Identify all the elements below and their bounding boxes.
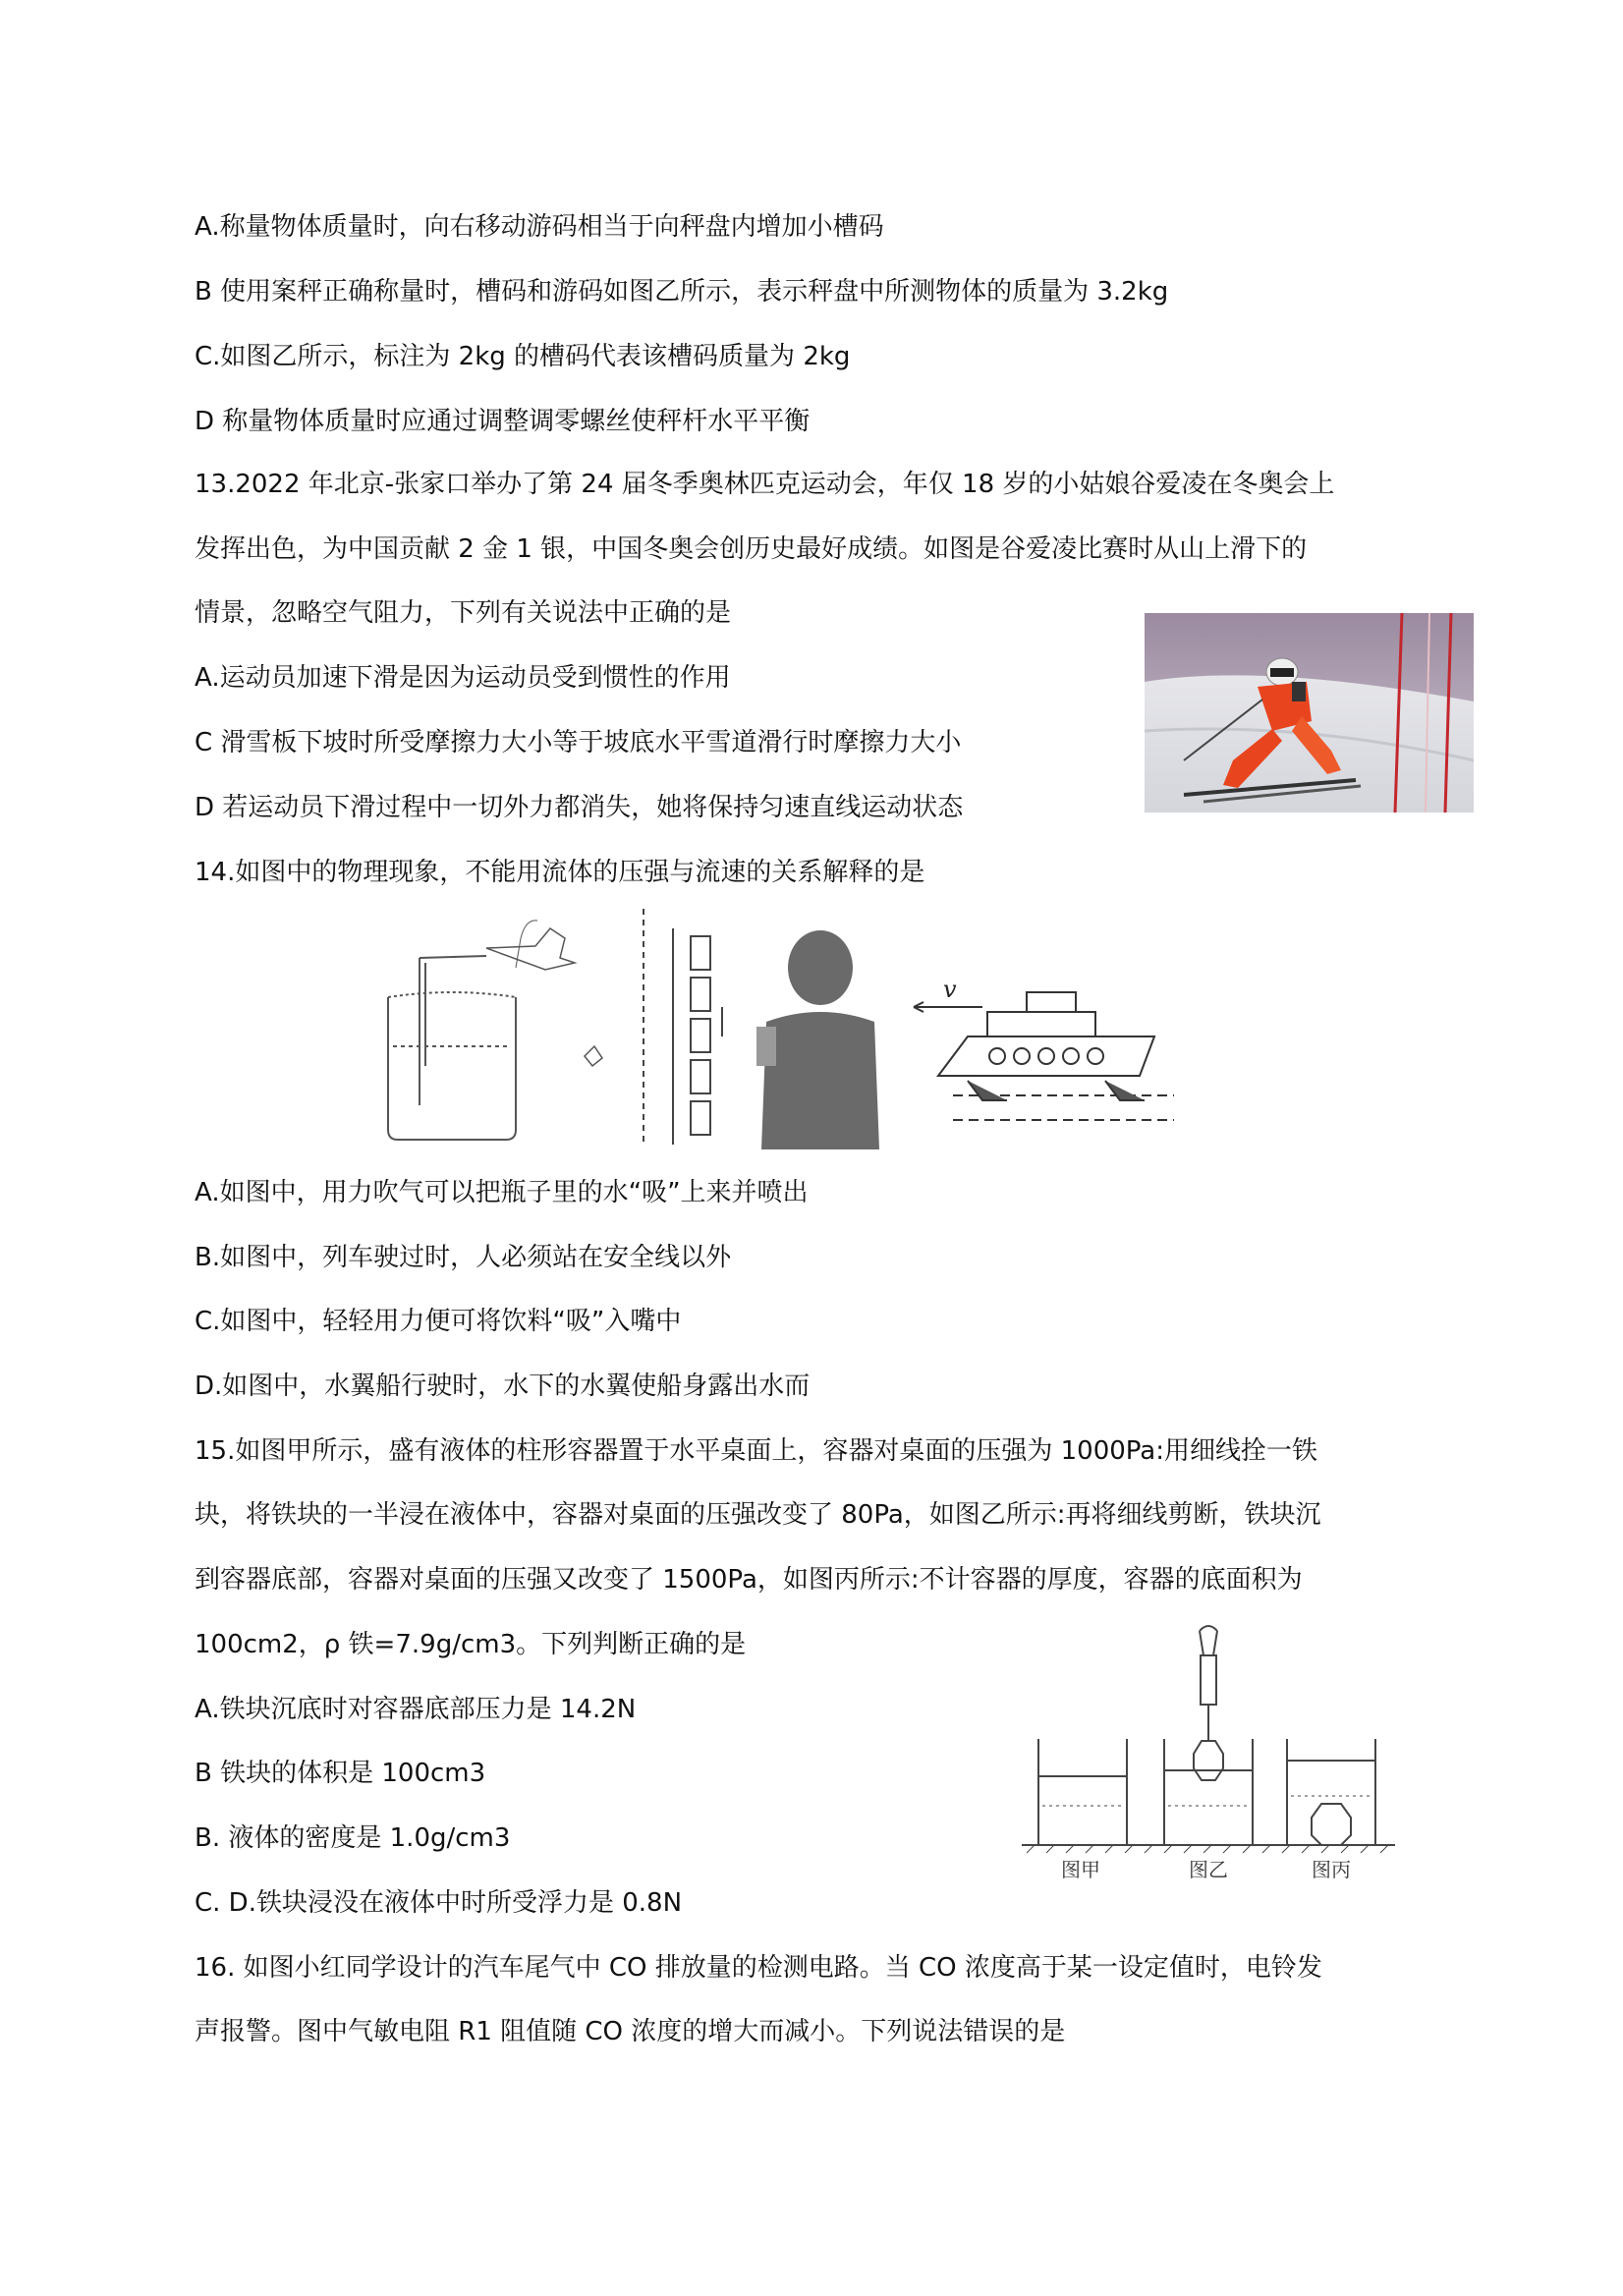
q13-stem-line2: 发挥出色，为中国贡献 2 金 1 银，中国冬奥会创历史最好成绩。如图是谷爱凌比赛时从山上滑下的 <box>195 534 1308 564</box>
q14-option-b: B.如图中，列车驶过时，人必须站在安全线以外 <box>195 1243 732 1272</box>
q12-option-d: D 称量物体质量时应通过调整调零螺丝使秤杆水平平衡 <box>195 407 811 436</box>
q14-figure <box>378 909 1189 1149</box>
q14-figure-hydrofoil-boat <box>914 992 1174 1120</box>
skier-photo <box>1145 613 1474 812</box>
q15-stem-line1: 15.如图甲所示，盛有液体的柱形容器置于水平桌面上，容器对桌面的压强为 1000Pa:用细线拴一铁 <box>195 1436 1317 1466</box>
q16-stem-line2: 声报警。图中气敏电阻 R1 阻值随 CO 浓度的增大而减小。下列说法错误的是 <box>195 2017 1066 2046</box>
q14-figure-bottle-blow <box>388 921 602 1140</box>
q15-option-b: B 铁块的体积是 100cm3 <box>195 1759 486 1788</box>
q13-option-d: D 若运动员下滑过程中一切外力都消失，她将保持匀速直线运动状态 <box>195 793 964 822</box>
q15-option-a: A.铁块沉底时对容器底部压力是 14.2N <box>195 1695 637 1724</box>
q14-figure-boy-drinking <box>756 930 879 1149</box>
q14-option-c: C.如图中，轻轻用力便可将饮料“吸”入嘴中 <box>195 1307 682 1336</box>
q13-option-c: C 滑雪板下坡时所受摩擦力大小等于坡底水平雪道滑行时摩擦力大小 <box>195 728 962 757</box>
q14-option-a: A.如图中，用力吹气可以把瓶子里的水“吸”上来并喷出 <box>195 1178 809 1207</box>
q13-stem-line3: 情景，忽略空气阻力，下列有关说法中正确的是 <box>195 598 732 628</box>
q15-stem-line2: 块，将铁块的一半浸在液体中，容器对桌面的压强改变了 80Pa，如图乙所示:再将细线剪断，铁块沉 <box>195 1500 1321 1530</box>
q15-figure <box>1017 1611 1400 1886</box>
q15-fig-label-bing: 图丙 <box>1312 1858 1351 1881</box>
q15-option-d: C. D.铁块浸没在液体中时所受浮力是 0.8N <box>195 1888 683 1918</box>
q14-figure-velocity-label: v <box>943 976 957 1003</box>
q14-option-d: D.如图中，水翼船行驶时，水下的水翼使船身露出水而 <box>195 1372 811 1401</box>
q12-option-c: C.如图乙所示，标注为 2kg 的槽码代表该槽码质量为 2kg <box>195 342 851 371</box>
q15-fig-label-yi: 图乙 <box>1189 1858 1228 1881</box>
q12-option-a: A.称量物体质量时，向右移动游码相当于向秤盘内增加小槽码 <box>195 212 884 242</box>
q15-option-c: B. 液体的密度是 1.0g/cm3 <box>195 1823 511 1853</box>
q16-stem-line1: 16. 如图小红同学设计的汽车尾气中 CO 排放量的检测电路。当 CO 浓度高于某一设定值时，电铃发 <box>195 1953 1322 1983</box>
q13-stem-line1: 13.2022 年北京-张家口举办了第 24 届冬季奥林匹克运动会，年仅 18 岁的小姑娘谷爱凌在冬奥会上 <box>195 470 1335 499</box>
q13-option-a: A.运动员加速下滑是因为运动员受到惯性的作用 <box>195 663 731 693</box>
q14-figure-train-platform <box>644 909 722 1145</box>
q14-stem: 14.如图中的物理现象，不能用流体的压强与流速的关系解释的是 <box>195 858 925 887</box>
q15-stem-line4: 100cm2，ρ 铁=7.9g/cm3。下列判断正确的是 <box>195 1630 747 1659</box>
q12-option-b: B 使用案秤正确称量时，槽码和游码如图乙所示，表示秤盘中所测物体的质量为 3.2kg <box>195 277 1169 307</box>
q15-fig-label-jia: 图甲 <box>1061 1858 1100 1881</box>
q15-stem-line3: 到容器底部，容器对桌面的压强又改变了 1500Pa，如图丙所示:不计容器的厚度，容器的底面积为 <box>195 1565 1303 1595</box>
